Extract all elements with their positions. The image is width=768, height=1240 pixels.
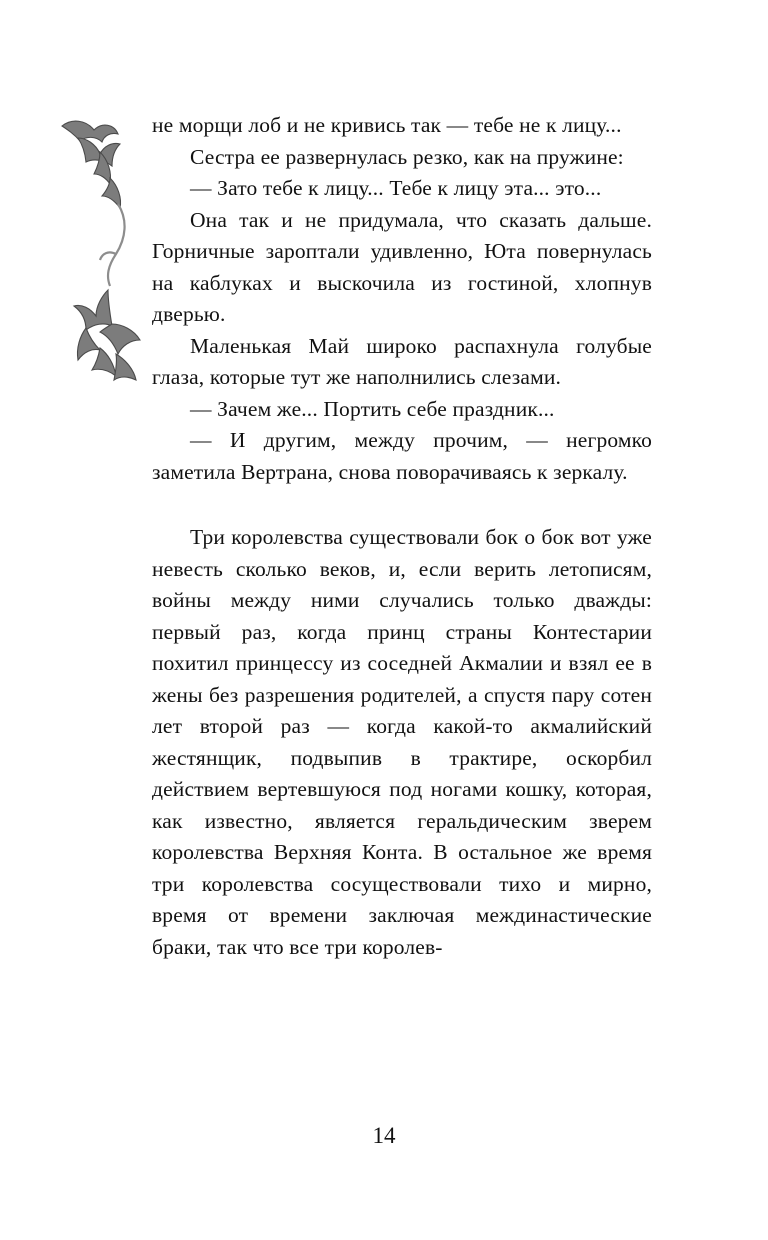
paragraph: Маленькая Май широко распахнула голубые глаза, которые тут же наполнились слезами. bbox=[152, 333, 652, 389]
paragraph: — Зачем же... Портить себе праздник... bbox=[190, 396, 555, 421]
paragraph: Три королевства существовали бок о бок вот уже невесть сколько веков, и, если верить летописям, войны между ними случались только дважды: первый раз, когда принц страны Контестарии похитил принцессу из соседней Акмалии и взял ее в жены без разрешения родителей, а спустя пару сотен лет второй раз — когда какой-то акмалийский жестянщик, подвыпив в трактире, оскорбил действием вертевшуюся под ногами кошку, которая, как известно, является геральдическим зверем королевства Верхняя Конта. В остальное же время три королевства сосуществовали тихо и мирно, время от времени заключая междинастические браки, так что все три королев- bbox=[152, 525, 652, 959]
body-text-column bbox=[152, 110, 652, 963]
dragon-ornament-icon bbox=[52, 108, 148, 408]
page-number: 14 bbox=[372, 1123, 396, 1148]
paragraph: не морщи лоб и не кривись так — тебе не к лицу... bbox=[152, 113, 622, 137]
paragraph: Сестра ее развернулась резко, как на пружине: bbox=[190, 144, 624, 169]
paragraph: Она так и не придумала, что сказать дальше. Горничные зароптали удивленно, Юта повернулась на каблуках и выскочила из гостиной, хлопнув дверью. bbox=[152, 207, 652, 326]
section-break bbox=[152, 488, 652, 522]
paragraph: — Зато тебе к лицу... Тебе к лицу эта... это... bbox=[190, 176, 602, 200]
paragraph: — И другим, между прочим, — негромко заметила Вертрана, снова поворачиваясь к зеркалу. bbox=[152, 428, 652, 484]
